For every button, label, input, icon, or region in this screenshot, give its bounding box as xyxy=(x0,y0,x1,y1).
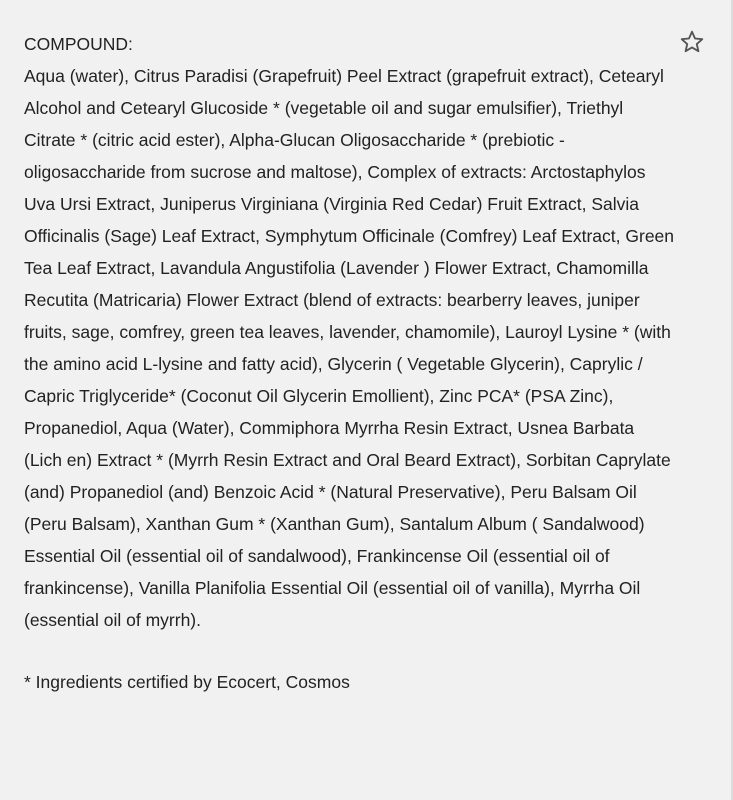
star-icon[interactable] xyxy=(678,28,706,56)
ingredients-content xyxy=(24,28,674,698)
section-heading: COMPOUND: xyxy=(24,34,133,54)
ingredients-text: Aqua (water), Citrus Paradisi (Grapefruit) Peel Extract (grapefruit extract), Cetearyl Alcohol and Cetearyl Glucoside * (vegetable oil and sugar emulsifier), Triethyl Citrate * (citric acid ester), Alpha-Glucan Oligosaccharide * (prebiotic - oligosaccharide from sucrose and maltose), Complex of extracts: Arctostaphylos Uva Ursi Extract, Juniperus Virginiana (Virginia Red Cedar) Fruit Extract, Salvia Officinalis (Sage) Leaf Extract, Symphytum Officinale (Comfrey) Leaf Extract, Green Tea Leaf Extract, Lavandula Angustifolia (Lavender ) Flower Extract, Chamomilla Recutita (Matricaria) Flower Extract (blend of extracts: bearberry leaves, juniper fruits, sage, comfrey, green tea leaves, lavender, chamomile), Lauroyl Lysine * (with the amino acid L-lysine and fatty acid), Glycerin ( Vegetable Glycerin), Caprylic / Capric Triglyceride* (Coconut Oil Glycerin Emollient), Zinc PCA* (PSA Zinc), Propanediol, Aqua (Water), Commiphora Myrrha Resin Extract, Usnea Barbata (Lich en) Extract * (Myrrh Resin Extract and Oral Beard Extract), Sorbitan Caprylate (and) Propanediol (and) Benzoic Acid * (Natural Preservative), Peru Balsam Oil (Peru Balsam), Xanthan Gum * (Xanthan Gum), Santalum Album ( Sandalwood) Essential Oil (essential oil of sandalwood), Frankincense Oil (essential oil of frankincense), Vanilla Planifolia Essential Oil (essential oil of vanilla), Myrrha Oil (essential oil of myrrh). xyxy=(24,66,675,630)
certification-footnote: * Ingredients certified by Ecocert, Cosmos xyxy=(24,672,350,692)
